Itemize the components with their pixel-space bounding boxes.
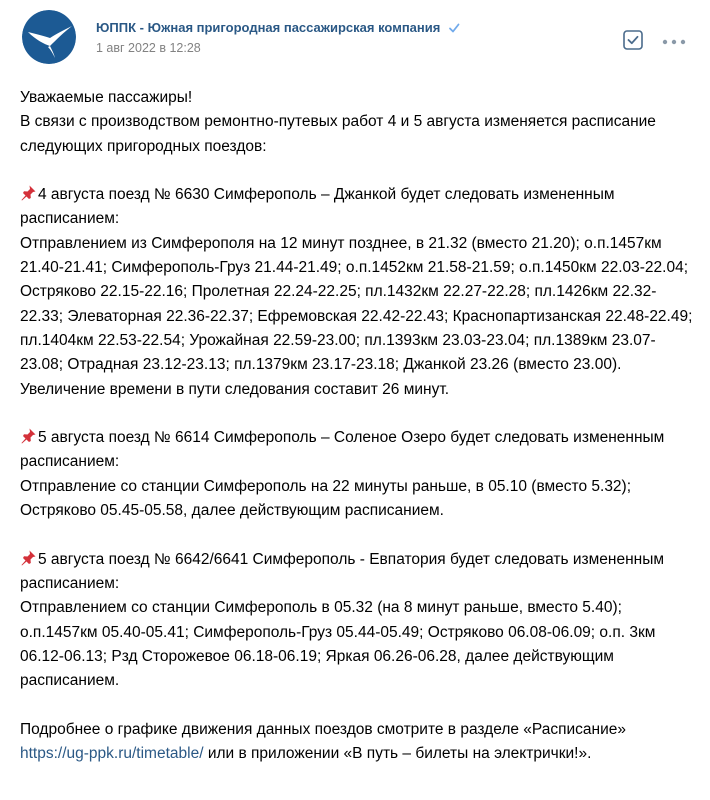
verified-check-icon <box>448 22 460 37</box>
timetable-link[interactable]: https://ug-ppk.ru/timetable/ <box>20 745 204 763</box>
post-date[interactable]: 1 авг 2022 в 12:28 <box>96 41 201 55</box>
checkbox-checked-icon[interactable] <box>621 28 645 52</box>
more-dots-icon[interactable] <box>661 35 687 47</box>
footer-tail: или в приложении «В путь – билеты на электрички!». <box>203 745 592 763</box>
post-intro: В связи с производством ремонтно-путевых работ 4 и 5 августа изменяется расписание следующих пригородных поездов: <box>20 113 656 155</box>
section-heading-text: 5 августа поезд № 6614 Симферополь – Соленое Озеро будет следовать измененным расписанием: <box>20 429 665 471</box>
avatar-logo-icon[interactable] <box>22 10 76 64</box>
section-heading <box>20 183 696 232</box>
pushpin-icon <box>20 549 37 566</box>
pushpin-icon <box>20 427 37 444</box>
pushpin-icon <box>20 184 37 201</box>
footer-text: Подробнее о графике движения данных поездов смотрите в разделе «Расписание» <box>20 720 626 738</box>
post-footer <box>20 718 696 767</box>
section-heading <box>20 426 696 475</box>
section-body: Отправление со станции Симферополь на 22 минуты раньше, в 05.10 (вместо 5.32); Остряково 05.45-05.58, далее действующим расписанием. <box>20 477 632 520</box>
section-body: Отправлением со станции Симферополь в 05.32 (на 8 минут раньше, вместо 5.40); о.п.1457км 05.40-05.41; Симферополь-Груз 05.44-05.49; Остряково 06.08-06.09; о.п. 3км 06.12-06.13; Рзд Сторожевое 06.18-06.19; Яркая 06.26-06.28, далее действующим расписанием. <box>20 599 656 690</box>
post-greeting: Уважаемые пассажиры! <box>20 89 193 106</box>
section-heading-text: 5 августа поезд № 6642/6641 Симферополь - Евпатория будет следовать измененным расписанием: <box>20 550 665 592</box>
author-name-text[interactable]: ЮППК - Южная пригородная пассажирская компания <box>96 20 441 35</box>
post-text <box>20 86 696 766</box>
section-heading <box>20 548 696 597</box>
section-body: Отправлением из Симферополя на 12 минут позднее, в 21.32 (вместо 21.20); о.п.1457км 21.40-21.41; Симферополь-Груз 21.44-21.49; о.п.1452км 21.58-21.59; о.п.1450км 22.03-22.04; Остряково 22.15-22.16; Пролетная 22.24-22.25; пл.1432км 22.27-22.28; пл.1426км 22.32-22.33; Элеваторная 22.36-22.37; Ефремовская 22.42-22.43; Краснопартизанская 22.48-22.49; пл.1404км 22.53-22.54; Урожайная 22.59-23.00; пл.1393км 23.03-23.04; пл.1389км 23.07-23.08; Отрадная 23.12-23.13; пл.1379км 23.17-23.18; Джанкой 23.26 (вместо 23.00). Увеличение времени в пути следования составит 26 минут. <box>20 234 693 398</box>
post-header <box>18 8 698 64</box>
section-heading-text: 4 августа поезд № 6630 Симферополь – Джанкой будет следовать измененным расписанием: <box>20 186 615 228</box>
author-name[interactable] <box>96 20 460 37</box>
